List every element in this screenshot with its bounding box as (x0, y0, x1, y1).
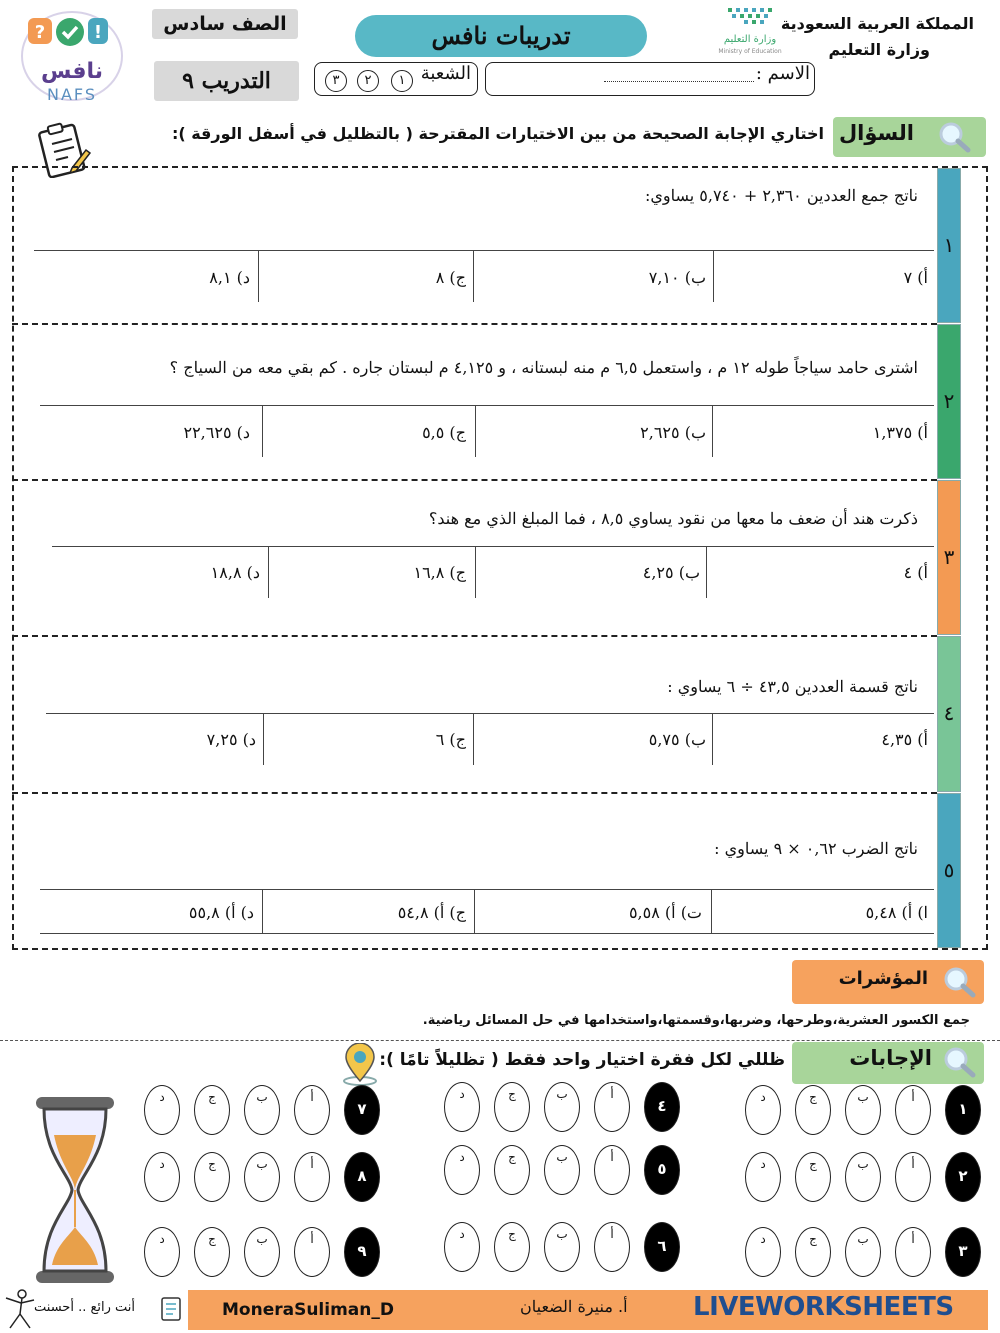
question-number-3: ٣ (937, 480, 961, 635)
indicators-label: المؤشرات (838, 968, 928, 989)
answer-row-3 (745, 1227, 985, 1279)
answer-number-5: ٥ (644, 1145, 680, 1195)
option-divider (262, 889, 263, 933)
svg-text:?: ? (34, 22, 46, 43)
training-label: التدريب ٩ (154, 61, 299, 101)
answer-7-choice-d[interactable]: د (144, 1085, 180, 1135)
answer-row-1 (745, 1085, 985, 1137)
q5-option-b: ت) أ) ٥,٥٨ (628, 903, 702, 922)
q1-option-b: ب) ٧,١٠ (648, 268, 706, 287)
answer-9-choice-a[interactable]: أ (294, 1227, 330, 1277)
answer-3-choice-b[interactable]: ب (845, 1227, 881, 1277)
section-option-1[interactable]: ١ (391, 70, 413, 92)
question-divider (12, 792, 937, 794)
section-option-2[interactable]: ٢ (357, 70, 379, 92)
q2-option-c: ج) ٥,٥ (422, 423, 466, 442)
option-divider (258, 250, 259, 302)
magnifier-icon (942, 966, 976, 998)
option-divider (475, 405, 476, 457)
q3-option-a: أ) ٤ (903, 563, 928, 582)
answer-9-choice-b[interactable]: ب (244, 1227, 280, 1277)
q3-option-b: ب) ٤,٢٥ (642, 563, 700, 582)
options-line (34, 250, 934, 251)
option-divider (263, 713, 264, 765)
question-number-1: ١ (937, 168, 961, 323)
answer-3-choice-a[interactable]: أ (895, 1227, 931, 1277)
answer-number-9: ٩ (344, 1227, 380, 1277)
q5-option-d: د) أ) ٥٥,٨ (188, 903, 254, 922)
q2-option-a: أ) ١,٣٧٥ (872, 423, 928, 442)
footer-praise: أنت رائع .. أحسنت (34, 1300, 136, 1315)
q4-option-d: د) ٧,٢٥ (206, 730, 256, 749)
answer-7-choice-b[interactable]: ب (244, 1085, 280, 1135)
option-divider (712, 713, 713, 765)
questions-frame (12, 166, 988, 950)
q3-option-d: د) ١٨,٨ (210, 563, 260, 582)
magnifier-icon (937, 121, 971, 153)
q4-option-a: أ) ٤,٣٥ (881, 730, 928, 749)
answer-6-choice-d[interactable]: د (444, 1222, 480, 1272)
answer-5-choice-b[interactable]: ب (544, 1145, 580, 1195)
question-text-2: اشترى حامد سياجاً طوله ١٢ م ، واستعمل ٦,٥ م منه لبستانه ، و ٤,١٢٥ م لبستان جاره . كم بقي معه من السياج ؟ (169, 358, 918, 377)
answer-8-choice-d[interactable]: د (144, 1152, 180, 1202)
option-divider (713, 250, 714, 302)
answer-8-choice-c[interactable]: ج (194, 1152, 230, 1202)
answer-5-choice-c[interactable]: ج (494, 1145, 530, 1195)
answer-row-5 (444, 1145, 684, 1197)
answer-row-6 (444, 1222, 684, 1274)
option-divider (711, 889, 712, 933)
map-pin-icon (340, 1043, 380, 1087)
question-text-3: ذكرت هند أن ضعف ما معها من نقود يساوي ٨,٥ ، فما المبلغ الذي مع هند؟ (428, 509, 918, 528)
option-divider (473, 713, 474, 765)
magnifier-icon (942, 1046, 976, 1078)
answer-6-choice-a[interactable]: أ (594, 1222, 630, 1272)
question-divider (12, 635, 937, 637)
answer-row-9 (144, 1227, 384, 1279)
q4-option-c: ج) ٦ (435, 730, 466, 749)
nafs-logo (14, 8, 126, 108)
name-label: الاسم : (755, 63, 810, 84)
answer-9-choice-c[interactable]: ج (194, 1227, 230, 1277)
grade-label: الصف سادس (152, 9, 298, 39)
question-text-1: ناتج جمع العددين ٢,٣٦٠ + ٥,٧٤٠ يساوي: (644, 186, 918, 205)
answer-2-choice-d[interactable]: د (745, 1152, 781, 1202)
answer-9-choice-d[interactable]: د (144, 1227, 180, 1277)
answer-3-choice-d[interactable]: د (745, 1227, 781, 1277)
q5-option-a: ا) أ) ٥,٤٨ (865, 903, 928, 922)
answer-3-choice-c[interactable]: ج (795, 1227, 831, 1277)
logo-en: NAFS (47, 85, 97, 104)
answer-4-choice-b[interactable]: ب (544, 1082, 580, 1132)
option-divider (712, 405, 713, 457)
answer-2-choice-a[interactable]: أ (895, 1152, 931, 1202)
q4-option-b: ب) ٥,٧٥ (648, 730, 706, 749)
q3-option-c: ج) ١٦,٨ (413, 563, 466, 582)
section-divider (0, 1040, 1000, 1041)
answer-2-choice-b[interactable]: ب (845, 1152, 881, 1202)
q2-option-b: ب) ٢,٦٢٥ (640, 423, 706, 442)
question-tab-label: السؤال (838, 121, 914, 145)
option-divider (262, 405, 263, 457)
question-number-5: ٥ (937, 793, 961, 948)
q2-option-d: د) ٢٢,٦٢٥ (183, 423, 250, 442)
options-line (40, 889, 934, 890)
kingdom-label: المملكة العربية السعودية (780, 14, 974, 33)
liveworksheets-brand[interactable]: LIVEWORKSHEETS (693, 1292, 954, 1322)
answer-8-choice-a[interactable]: أ (294, 1152, 330, 1202)
answer-2-choice-c[interactable]: ج (795, 1152, 831, 1202)
answer-5-choice-d[interactable]: د (444, 1145, 480, 1195)
answer-4-choice-d[interactable]: د (444, 1082, 480, 1132)
notepad-icon (160, 1294, 184, 1322)
q1-option-c: ج) ٨ (435, 268, 466, 287)
answer-7-choice-a[interactable]: أ (294, 1085, 330, 1135)
answer-8-choice-b[interactable]: ب (244, 1152, 280, 1202)
answer-6-choice-c[interactable]: ج (494, 1222, 530, 1272)
question-divider (12, 479, 937, 481)
q5-option-c: ج) أ) ٥٤,٨ (397, 903, 466, 922)
ministry-logo-en: Ministry of Education (718, 48, 782, 55)
name-field[interactable] (485, 62, 815, 96)
question-tab (833, 117, 986, 157)
question-instruction: اختاري الإجابة الصحيحة من بين الاختيارات المقترحة ( بالتظليل في أسفل الورقة ): (171, 124, 824, 143)
indicators-text: جمع الكسور العشرية،وطرحها، وضربها،وقسمتها،واستخدامها في حل المسائل رياضية. (422, 1013, 970, 1028)
answer-number-7: ٧ (344, 1085, 380, 1135)
question-text-4: ناتج قسمة العددين ٤٣,٥ ÷ ٦ يساوي : (667, 677, 918, 696)
answers-label: الإجابات (849, 1046, 932, 1070)
hourglass-icon (30, 1095, 120, 1285)
stickman-icon (2, 1288, 36, 1330)
logo-ar: نافس (40, 59, 104, 84)
section-option-3[interactable]: ٣ (325, 70, 347, 92)
options-line (46, 713, 934, 714)
answer-1-choice-a[interactable]: أ (895, 1085, 931, 1135)
answer-row-2 (745, 1152, 985, 1204)
answer-7-choice-c[interactable]: ج (194, 1085, 230, 1135)
answer-row-4 (444, 1082, 684, 1134)
answers-tab (792, 1042, 984, 1084)
q1-option-d: د) ٨,١ (209, 268, 250, 287)
answer-4-choice-c[interactable]: ج (494, 1082, 530, 1132)
answer-row-7 (144, 1085, 384, 1137)
options-line (52, 546, 934, 547)
question-text-5: ناتج الضرب ٠,٦٢ × ٩ يساوي : (714, 839, 918, 858)
question-divider (12, 323, 937, 325)
option-divider (706, 546, 707, 598)
q1-option-a: أ) ٧ (903, 268, 928, 287)
option-divider (473, 250, 474, 302)
answer-number-1: ١ (945, 1085, 981, 1135)
footer-teacher: أ. منيرة الضعيان (520, 1297, 628, 1316)
answer-number-2: ٢ (945, 1152, 981, 1202)
answer-5-choice-a[interactable]: أ (594, 1145, 630, 1195)
answer-number-8: ٨ (344, 1152, 380, 1202)
question-instruction-bold: ( بالتظليل في أسفل الورقة ): (171, 124, 413, 143)
question-number-4: ٤ (937, 636, 961, 792)
answer-1-choice-c[interactable]: ج (795, 1085, 831, 1135)
page-title: تدريبات نافس (355, 15, 647, 57)
answer-number-3: ٣ (945, 1227, 981, 1277)
answer-1-choice-d[interactable]: د (745, 1085, 781, 1135)
ministry-logo-ar: وزارة التعليم (723, 34, 777, 45)
svg-text:!: ! (93, 22, 103, 43)
option-divider (475, 546, 476, 598)
question-number-2: ٢ (937, 324, 961, 479)
answer-number-4: ٤ (644, 1082, 680, 1132)
footer-username: MoneraSuliman_D (222, 1300, 394, 1320)
indicators-tab (792, 960, 984, 1004)
answer-6-choice-b[interactable]: ب (544, 1222, 580, 1272)
section-field[interactable] (314, 62, 478, 96)
answer-1-choice-b[interactable]: ب (845, 1085, 881, 1135)
answer-number-6: ٦ (644, 1222, 680, 1272)
answer-4-choice-a[interactable]: أ (594, 1082, 630, 1132)
answers-instruction-bold: ( تظليلاً تامًا ): (379, 1050, 499, 1070)
options-line (40, 405, 934, 406)
option-divider (268, 546, 269, 598)
name-input-line[interactable] (604, 81, 754, 82)
answer-row-8 (144, 1152, 384, 1204)
ministry-label: وزارة التعليم (828, 40, 930, 59)
section-label: الشعبة (420, 63, 471, 84)
answers-instruction: ظللي لكل فقرة اختيار واحد فقط ( تظليلاً تامًا ): (379, 1050, 785, 1070)
option-divider (474, 889, 475, 933)
options-line (40, 933, 934, 934)
